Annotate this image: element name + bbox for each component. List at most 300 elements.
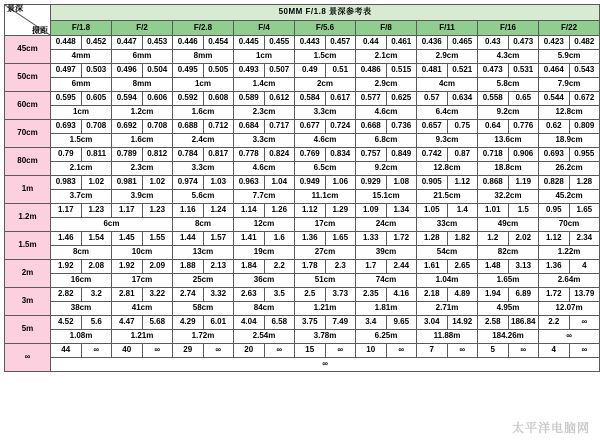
near-limit: 1.46 xyxy=(51,232,82,245)
aperture-header-6: F/11 xyxy=(417,21,478,36)
dof-value: 26.2cm xyxy=(539,162,600,176)
dof-value: 8mm xyxy=(112,78,173,92)
near-limit: 0.828 xyxy=(539,176,570,189)
near-limit: 1.33 xyxy=(356,232,387,245)
far-limit: 0.455 xyxy=(269,37,290,47)
near-limit: 0.905 xyxy=(417,176,448,189)
near-limit: 0.446 xyxy=(173,36,204,49)
dof-value: 17cm xyxy=(295,218,356,232)
dof-value: 4.6cm xyxy=(356,106,417,120)
far-limit: 1.65 xyxy=(576,205,593,215)
near-limit: 0.742 xyxy=(417,148,448,161)
dof-value: 3.3cm xyxy=(234,134,295,148)
near-far-cell xyxy=(51,120,112,134)
near-limit: 0.949 xyxy=(295,176,326,189)
near-far-cell xyxy=(112,148,173,162)
dof-value: 1.6cm xyxy=(173,106,234,120)
near-far-cell xyxy=(356,204,417,218)
near-limit: 0.493 xyxy=(234,64,265,77)
table-corner-header xyxy=(5,5,51,36)
dof-value: 3.7cm xyxy=(51,190,112,204)
distance-label: 5m xyxy=(5,316,51,344)
near-limit: 1.36 xyxy=(539,260,570,273)
far-limit: ∞ xyxy=(215,345,222,355)
far-limit: 1.23 xyxy=(88,205,105,215)
near-far-cell xyxy=(417,92,478,106)
distance-label: 3m xyxy=(5,288,51,316)
dof-value: 12.8cm xyxy=(539,106,600,120)
dof-value: 58cm xyxy=(173,302,234,316)
near-limit: 0.43 xyxy=(478,36,509,49)
far-limit: 1.04 xyxy=(271,177,288,187)
far-limit: 0.717 xyxy=(269,121,290,131)
near-limit: 0.447 xyxy=(112,36,143,49)
far-limit: 1.34 xyxy=(393,205,410,215)
far-limit: 0.834 xyxy=(330,149,351,159)
near-far-cell xyxy=(478,344,539,358)
far-limit: 0.817 xyxy=(208,149,229,159)
near-limit: 0.868 xyxy=(478,176,509,189)
dof-value: 15.1cm xyxy=(356,190,417,204)
dof-value: 6mm xyxy=(51,78,112,92)
distance-label: 2m xyxy=(5,260,51,288)
near-far-cell xyxy=(478,92,539,106)
dof-value: 6.4cm xyxy=(417,106,478,120)
near-far-cell xyxy=(356,120,417,134)
near-far-cell xyxy=(295,288,356,302)
near-far-cell xyxy=(112,316,173,330)
dof-value: 1.21m xyxy=(295,302,356,316)
far-limit: 0.515 xyxy=(391,65,412,75)
far-limit: 0.712 xyxy=(208,121,229,131)
dof-value: 54cm xyxy=(417,246,478,260)
dof-value: 10cm xyxy=(112,246,173,260)
dof-value: 39cm xyxy=(356,246,417,260)
near-limit: 0.57 xyxy=(417,92,448,105)
dof-value: 6.8cm xyxy=(356,134,417,148)
near-far-cell xyxy=(478,176,539,190)
near-far-cell xyxy=(234,36,295,50)
far-limit: 0.625 xyxy=(391,93,412,103)
dof-value: 84cm xyxy=(234,302,295,316)
near-far-cell xyxy=(478,36,539,50)
distance-label: 1.2m xyxy=(5,204,51,232)
near-limit: 0.62 xyxy=(539,120,570,133)
dof-value: 16cm xyxy=(51,274,112,288)
far-limit: 0.87 xyxy=(454,149,471,159)
near-limit: 0.44 xyxy=(356,36,387,49)
far-limit: 1.57 xyxy=(210,233,227,243)
far-limit: 1.65 xyxy=(332,233,349,243)
dof-value: 18.9cm xyxy=(539,134,600,148)
near-far-cell xyxy=(356,148,417,162)
far-limit: 0.812 xyxy=(147,149,168,159)
near-far-cell xyxy=(417,288,478,302)
far-limit: 0.708 xyxy=(147,121,168,131)
near-far-cell xyxy=(356,232,417,246)
far-limit: 0.473 xyxy=(513,37,534,47)
near-limit: 0.473 xyxy=(478,64,509,77)
near-far-cell xyxy=(51,316,112,330)
far-limit: 0.809 xyxy=(574,121,595,131)
dof-value: 12.07m xyxy=(539,302,600,316)
dof-value: 12cm xyxy=(234,218,295,232)
far-limit: 2.34 xyxy=(576,233,593,243)
near-far-cell xyxy=(417,36,478,50)
near-limit: 2.35 xyxy=(356,288,387,301)
dof-value: 1.65m xyxy=(478,274,539,288)
far-limit: 1.23 xyxy=(149,205,166,215)
near-limit: 0.481 xyxy=(417,64,448,77)
near-limit: 1.92 xyxy=(112,260,143,273)
dof-value: 184.26m xyxy=(478,330,539,344)
near-far-cell xyxy=(51,36,112,50)
near-far-cell xyxy=(417,176,478,190)
dof-value: 9.2cm xyxy=(356,162,417,176)
far-limit: 4.89 xyxy=(454,289,471,299)
far-limit: 0.849 xyxy=(391,149,412,159)
near-limit: 0.464 xyxy=(539,64,570,77)
far-limit: 1.08 xyxy=(393,177,410,187)
near-far-cell xyxy=(234,344,295,358)
dof-value: 17cm xyxy=(112,274,173,288)
near-far-cell xyxy=(417,316,478,330)
near-far-cell xyxy=(539,344,600,358)
far-limit: 0.906 xyxy=(513,149,534,159)
dof-value: 1.08m xyxy=(51,330,112,344)
near-far-cell xyxy=(356,260,417,274)
dof-value: 25cm xyxy=(173,274,234,288)
aperture-header-3: F/4 xyxy=(234,21,295,36)
near-limit: 0.769 xyxy=(295,148,326,161)
dof-value: 2.1cm xyxy=(51,162,112,176)
far-limit: 1.06 xyxy=(332,177,349,187)
near-limit: 0.436 xyxy=(417,36,448,49)
near-limit: 1.17 xyxy=(112,204,143,217)
far-limit: 7.49 xyxy=(332,317,349,327)
far-limit: 3.2 xyxy=(90,289,102,299)
far-limit: 0.503 xyxy=(86,65,107,75)
dof-value: 9.2cm xyxy=(478,106,539,120)
near-far-cell xyxy=(112,288,173,302)
near-far-cell xyxy=(539,92,600,106)
far-limit: 2.09 xyxy=(149,261,166,271)
chart-title: 50MM F/1.8 景深参考表 xyxy=(51,5,600,21)
far-limit: 4.16 xyxy=(393,289,410,299)
far-limit: 1.6 xyxy=(273,233,285,243)
dof-value: 5.8cm xyxy=(478,78,539,92)
near-far-cell xyxy=(173,148,234,162)
near-far-cell xyxy=(173,316,234,330)
dof-value: 4cm xyxy=(417,78,478,92)
dof-value: 5.6cm xyxy=(173,190,234,204)
near-limit: 1.41 xyxy=(234,232,265,245)
near-limit: 0.49 xyxy=(295,64,326,77)
far-limit: 0.452 xyxy=(86,37,107,47)
far-limit: 3.22 xyxy=(149,289,166,299)
near-limit: 1.94 xyxy=(478,288,509,301)
dof-value: 4mm xyxy=(51,50,112,64)
dof-value: 7.9cm xyxy=(539,78,600,92)
dof-value: 11.88m xyxy=(417,330,478,344)
dof-value: 12.8cm xyxy=(417,162,478,176)
far-limit: 4 xyxy=(582,261,587,271)
near-far-cell xyxy=(173,92,234,106)
near-far-cell xyxy=(478,64,539,78)
near-far-cell xyxy=(478,204,539,218)
near-far-cell xyxy=(234,120,295,134)
near-limit: 0.718 xyxy=(478,148,509,161)
far-limit: 3.73 xyxy=(332,289,349,299)
dof-value: 11.1cm xyxy=(295,190,356,204)
dof-value: 3.3cm xyxy=(173,162,234,176)
near-far-cell xyxy=(417,120,478,134)
near-limit: 2.74 xyxy=(173,288,204,301)
near-far-cell xyxy=(539,204,600,218)
near-far-cell xyxy=(295,344,356,358)
far-limit: 3.32 xyxy=(210,289,227,299)
far-limit: 3.5 xyxy=(273,289,285,299)
dof-value: 6mm xyxy=(112,50,173,64)
near-limit: 15 xyxy=(295,344,326,357)
dof-value: 1cm xyxy=(173,78,234,92)
near-far-cell xyxy=(173,64,234,78)
near-limit: 1.16 xyxy=(173,204,204,217)
dof-value: 3.78m xyxy=(295,330,356,344)
far-limit: 1.5 xyxy=(517,205,529,215)
far-limit: ∞ xyxy=(581,317,588,327)
near-limit: 0.929 xyxy=(356,176,387,189)
near-far-cell xyxy=(112,92,173,106)
far-limit: 13.79 xyxy=(574,289,595,299)
near-limit: 0.486 xyxy=(356,64,387,77)
dof-value: 45.2cm xyxy=(539,190,600,204)
near-limit: 4.04 xyxy=(234,316,265,329)
far-limit: 2.13 xyxy=(210,261,227,271)
dof-value: 8mm xyxy=(173,50,234,64)
dof-value: 1.6cm xyxy=(112,134,173,148)
near-far-cell xyxy=(417,344,478,358)
near-limit: 0.778 xyxy=(234,148,265,161)
far-limit: ∞ xyxy=(398,345,405,355)
near-limit: 2.18 xyxy=(417,288,448,301)
near-far-cell xyxy=(112,176,173,190)
far-limit: 0.543 xyxy=(574,65,595,75)
near-far-cell xyxy=(234,204,295,218)
far-limit: 2.02 xyxy=(515,233,532,243)
dof-value: 18.8cm xyxy=(478,162,539,176)
far-limit: 5.68 xyxy=(149,317,166,327)
dof-value: 1.04m xyxy=(417,274,478,288)
distance-label: 60cm xyxy=(5,92,51,120)
far-limit: 0.75 xyxy=(454,121,471,131)
far-limit: 0.824 xyxy=(269,149,290,159)
near-limit: 2.58 xyxy=(478,316,509,329)
near-limit: 2.63 xyxy=(234,288,265,301)
near-limit: 0.963 xyxy=(234,176,265,189)
dof-value: 1.21m xyxy=(112,330,173,344)
dof-value: 24cm xyxy=(356,218,417,232)
near-far-cell xyxy=(173,176,234,190)
near-far-cell xyxy=(539,232,600,246)
near-far-cell xyxy=(234,92,295,106)
near-limit: 5 xyxy=(478,344,509,357)
near-far-cell xyxy=(173,36,234,50)
near-far-cell xyxy=(112,36,173,50)
near-limit: 44 xyxy=(51,344,82,357)
near-limit: 0.757 xyxy=(356,148,387,161)
near-far-cell xyxy=(356,64,417,78)
far-limit: 0.811 xyxy=(86,149,107,159)
far-limit: 5.6 xyxy=(90,317,102,327)
near-far-cell xyxy=(173,260,234,274)
aperture-header-2: F/2.8 xyxy=(173,21,234,36)
dof-value: 2.4cm xyxy=(173,134,234,148)
far-limit: 1.19 xyxy=(515,177,532,187)
dof-value: 7.7cm xyxy=(234,190,295,204)
dof-value: 6cm xyxy=(51,218,173,232)
near-far-cell xyxy=(295,176,356,190)
near-limit: 4.29 xyxy=(173,316,204,329)
near-far-cell xyxy=(356,92,417,106)
dof-value: ∞ xyxy=(539,330,600,344)
far-limit: 0.507 xyxy=(269,65,290,75)
near-far-cell xyxy=(112,344,173,358)
near-far-cell xyxy=(356,288,417,302)
far-limit: 2.3 xyxy=(334,261,346,271)
aperture-header-0: F/1.8 xyxy=(51,21,112,36)
far-limit: ∞ xyxy=(93,345,100,355)
dof-value: 13.6cm xyxy=(478,134,539,148)
far-limit: 0.453 xyxy=(147,37,168,47)
aperture-header-4: F/5.6 xyxy=(295,21,356,36)
near-limit: 1.14 xyxy=(234,204,265,217)
dof-value: 4.3cm xyxy=(478,50,539,64)
far-limit: ∞ xyxy=(276,345,283,355)
far-limit: 1.82 xyxy=(454,233,471,243)
near-limit: 7 xyxy=(417,344,448,357)
far-limit: 1.72 xyxy=(393,233,410,243)
far-limit: 0.955 xyxy=(574,149,595,159)
corner-label-depth: 景深 xyxy=(7,4,23,13)
near-limit: 0.657 xyxy=(417,120,448,133)
dof-value: 8cm xyxy=(173,218,234,232)
dof-value: 19cm xyxy=(234,246,295,260)
dof-value: 1cm xyxy=(51,106,112,120)
near-far-cell xyxy=(478,316,539,330)
far-limit: 1.55 xyxy=(149,233,166,243)
far-limit: 1.26 xyxy=(271,205,288,215)
dof-value: 9.3cm xyxy=(417,134,478,148)
near-far-cell xyxy=(51,260,112,274)
near-limit: 0.495 xyxy=(173,64,204,77)
near-limit: 1.36 xyxy=(295,232,326,245)
distance-label: 1.5m xyxy=(5,232,51,260)
near-far-cell xyxy=(295,36,356,50)
aperture-header-7: F/16 xyxy=(478,21,539,36)
near-limit: 0.693 xyxy=(539,148,570,161)
dof-value: 38cm xyxy=(51,302,112,316)
near-limit: 0.692 xyxy=(112,120,143,133)
near-limit: 0.79 xyxy=(51,148,82,161)
far-limit: 0.51 xyxy=(332,65,349,75)
dof-value: 70cm xyxy=(539,218,600,232)
near-limit: 3.4 xyxy=(356,316,387,329)
near-far-cell xyxy=(112,120,173,134)
near-limit: 1.2 xyxy=(478,232,509,245)
near-far-cell xyxy=(539,316,600,330)
near-limit: 1.09 xyxy=(356,204,387,217)
near-far-cell xyxy=(173,120,234,134)
near-far-cell xyxy=(112,204,173,218)
near-far-cell xyxy=(51,288,112,302)
dof-value: 13cm xyxy=(173,246,234,260)
near-limit: 1.28 xyxy=(417,232,448,245)
dof-value: 1.72m xyxy=(173,330,234,344)
far-limit: 0.65 xyxy=(515,93,532,103)
near-limit: 0.974 xyxy=(173,176,204,189)
near-far-cell xyxy=(539,64,600,78)
dof-value: 32.2cm xyxy=(478,190,539,204)
near-limit: 0.677 xyxy=(295,120,326,133)
dof-value: 82cm xyxy=(478,246,539,260)
near-far-cell xyxy=(51,176,112,190)
near-far-cell xyxy=(417,148,478,162)
dof-value: 4.6cm xyxy=(295,134,356,148)
near-limit: 0.544 xyxy=(539,92,570,105)
near-far-cell xyxy=(234,288,295,302)
far-limit: 1.24 xyxy=(210,205,227,215)
near-limit: 1.17 xyxy=(51,204,82,217)
far-limit: 0.504 xyxy=(147,65,168,75)
far-limit: 0.606 xyxy=(147,93,168,103)
far-limit: 1.29 xyxy=(332,205,349,215)
far-limit: 1.03 xyxy=(210,177,227,187)
near-limit: 0.784 xyxy=(173,148,204,161)
dof-value: 6.5cm xyxy=(295,162,356,176)
dof-value: 1.4cm xyxy=(234,78,295,92)
near-limit: 2.5 xyxy=(295,288,326,301)
far-limit: ∞ xyxy=(520,345,527,355)
dof-value: 1cm xyxy=(234,50,295,64)
near-far-cell xyxy=(173,344,234,358)
near-limit: 1.48 xyxy=(478,260,509,273)
dof-value: 2.3cm xyxy=(234,106,295,120)
near-limit: 10 xyxy=(356,344,387,357)
dof-value: 49cm xyxy=(478,218,539,232)
far-limit: 0.505 xyxy=(208,65,229,75)
near-limit: 3.75 xyxy=(295,316,326,329)
near-far-cell xyxy=(51,148,112,162)
far-limit: 0.672 xyxy=(574,93,595,103)
near-far-cell xyxy=(539,36,600,50)
near-limit: 0.592 xyxy=(173,92,204,105)
dof-value: 51cm xyxy=(295,274,356,288)
near-far-cell xyxy=(51,204,112,218)
dof-table xyxy=(4,4,600,372)
dof-value: 3.9cm xyxy=(112,190,173,204)
far-limit: 2.65 xyxy=(454,261,471,271)
far-limit: 1.28 xyxy=(576,177,593,187)
dof-value: 41cm xyxy=(112,302,173,316)
far-limit: 14.92 xyxy=(452,317,473,327)
near-far-cell xyxy=(356,316,417,330)
near-limit: 0.577 xyxy=(356,92,387,105)
dof-value: 1.2cm xyxy=(112,106,173,120)
near-far-cell xyxy=(112,232,173,246)
far-limit: 0.617 xyxy=(330,93,351,103)
near-limit: 0.584 xyxy=(295,92,326,105)
